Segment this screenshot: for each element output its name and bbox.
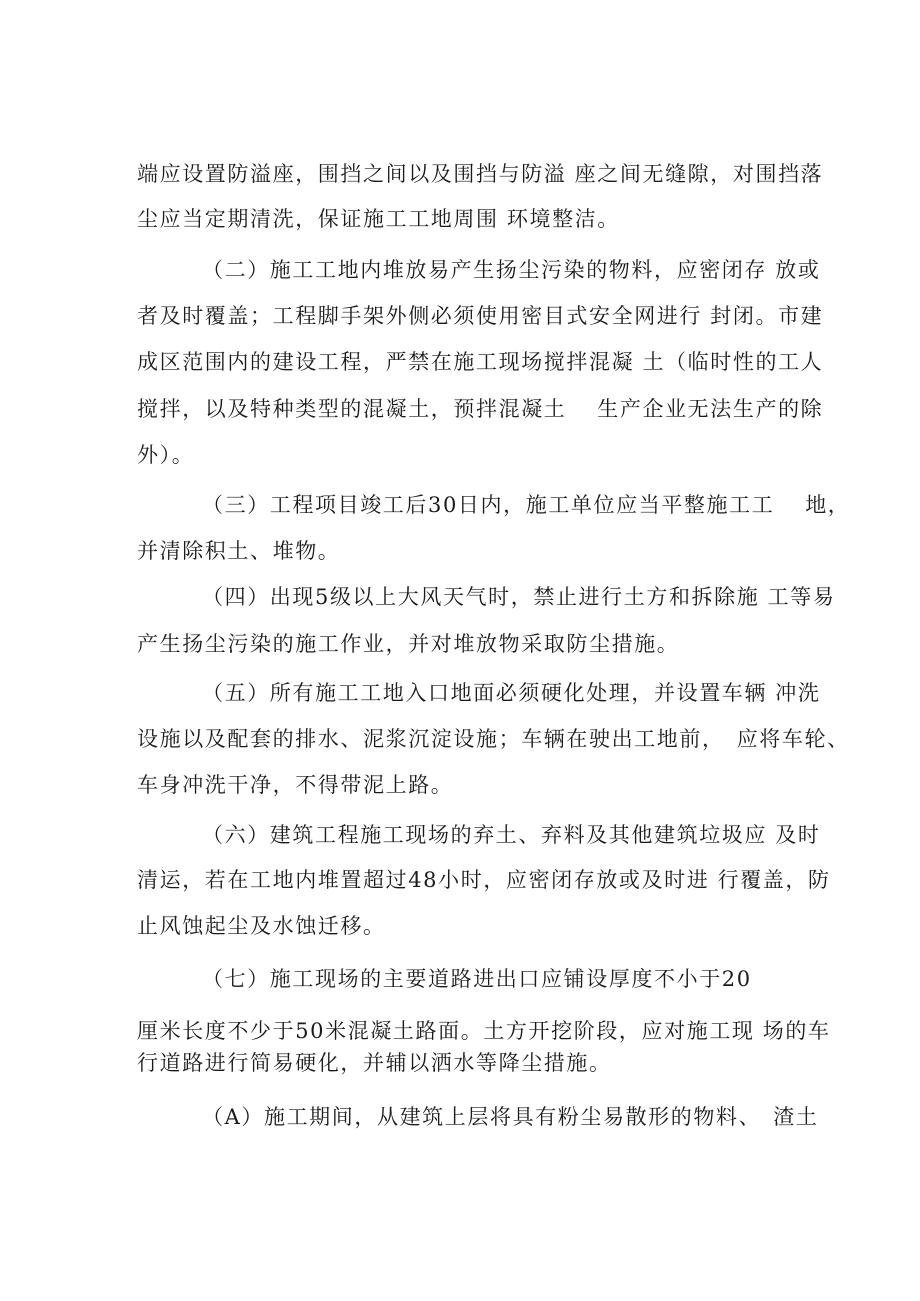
text-line: 者及时覆盖；工程脚手架外侧必须使用密目式安全网进行 封闭。市建 [137,304,824,328]
text-line: 车身冲洗干净，不得带泥上路。 [137,773,454,797]
text-line: （四）出现5级以上大风天气时，禁止进行土方和拆除施 工等易 [202,585,836,609]
text-line: （三）工程项目竣工后30日内，施工单位应当平整施工工 地， [202,493,851,517]
text-line: 产生扬尘污染的施工作业，并对堆放物采取防尘措施。 [137,632,680,656]
text-line: 成区范围内的建设工程，严禁在施工现场搅拌混凝 土（临时性的工人 [137,350,824,374]
text-line: （六）建筑工程施工现场的弃土、弃料及其他建筑垃圾应 及时 [202,823,821,847]
text-line: （A）施工期间，从建筑上层将具有粉尘易散形的物料、 渣土 [202,1105,819,1129]
text-line: 尘应当定期清洗，保证施工工地周围 环境整洁。 [137,207,620,231]
text-line: 搅拌，以及特种类型的混凝土，预拌混凝土 生产企业无法生产的除 [137,397,824,421]
text-line: （二）施工工地内堆放易产生扬尘污染的物料，应密闭存 放或 [202,258,821,282]
text-line: 外）。 [137,443,195,467]
text-line: 厘米长度不少于50米混凝土路面。土方开挖阶段，应对施工现 场的车 [137,1019,831,1043]
text-line: 端应设置防溢座，围挡之间以及围挡与防溢 座之间无缝隙，对围挡落 [137,162,824,186]
text-line: 并清除积土、堆物。 [137,539,341,563]
text-line: 清运，若在工地内堆置超过48小时，应密闭存放或及时进 行覆盖，防 [137,868,831,892]
text-line: （七）施工现场的主要道路进出口应铺设厚度不小于20 [202,967,752,991]
text-line: 止风蚀起尘及水蚀迁移。 [137,914,386,938]
text-line: （五）所有施工工地入口地面必须硬化处理，并设置车辆 冲洗 [202,681,821,705]
text-line: 设施以及配套的排水、泥浆沉淀设施；车辆在驶出工地前， 应将车轮、 [137,727,850,751]
text-line: 行道路进行简易硬化，并辅以洒水等降尘措施。 [137,1051,612,1075]
